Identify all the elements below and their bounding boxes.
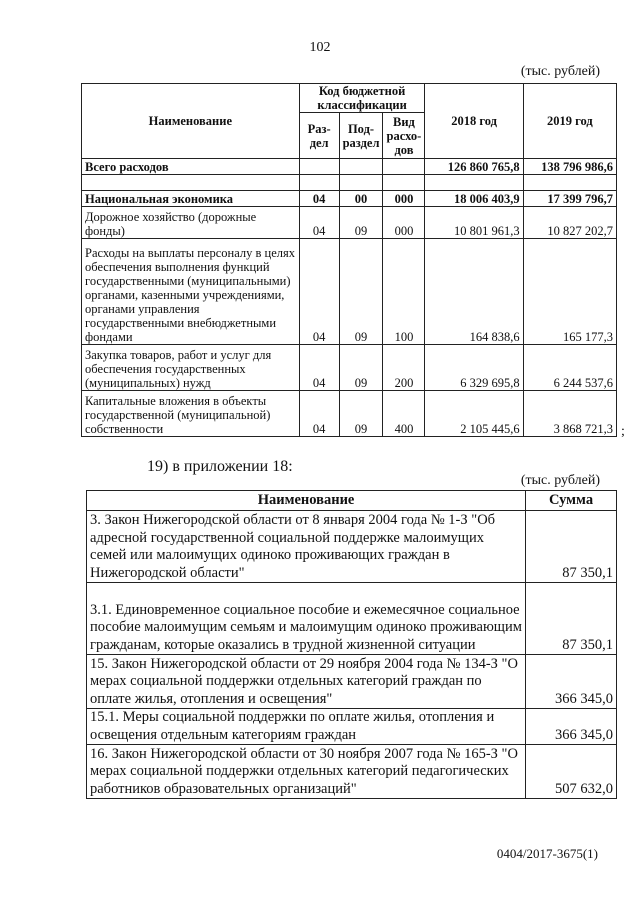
- row-sum: 87 350,1: [526, 511, 617, 583]
- section-code: 04: [299, 391, 339, 437]
- row-name: Капитальные вложения в объекты государственной (муниципальной) собственности: [82, 391, 300, 437]
- row-name: Расходы на выплаты персоналу в целях обеспечения выполнения функций государственными (муниципальными) органами, казенными учреждениями, органами управления государственными внебюджетными фондами: [82, 239, 300, 345]
- header-name: Наименование: [82, 84, 300, 159]
- row-sum: 87 350,1: [526, 583, 617, 655]
- header-code-group: Код бюджетной классификации: [299, 84, 425, 113]
- expense-type-code: 200: [383, 345, 425, 391]
- table1-unit-label: (тыс. рублей): [520, 64, 600, 79]
- table-row: [82, 239, 617, 345]
- expense-type-code: 000: [383, 191, 425, 207]
- subsection-code: 09: [339, 345, 383, 391]
- subsection-code: 09: [339, 391, 383, 437]
- row-sum: 366 345,0: [526, 709, 617, 745]
- row-name: 15. Закон Нижегородской области от 29 ноября 2004 года № 134-З "О мерах социальной поддержки отдельных категорий граждан по оплате жилья, отопления и освещения": [87, 655, 526, 709]
- row-name: 16. Закон Нижегородской области от 30 ноября 2007 года № 165-З "О мерах социальной поддержки отдельных категорий педагогических работников образовательных организаций": [87, 745, 526, 799]
- header-2019: 2019 год: [523, 84, 616, 159]
- document-footer-code: 0404/2017-3675(1): [496, 846, 598, 861]
- row-name: 3. Закон Нижегородской области от 8 января 2004 года № 1-З "Об адресной государственной социальной поддержке малоимущих семей или малоимущих одиноко проживающих граждан в Нижегородской области": [87, 511, 526, 583]
- section-code: 04: [299, 345, 339, 391]
- subsection-code: 09: [339, 239, 383, 345]
- social-support-table: [86, 490, 617, 799]
- value-2019: 138 796 986,6: [523, 159, 616, 175]
- value-2018: 6 329 695,8: [425, 345, 523, 391]
- row-name: 3.1. Единовременное социальное пособие и ежемесячное социальное пособие малоимущим семьям и малоимущим одиноко проживающим гражданам, которые оказались в трудной жизненной ситуации: [87, 583, 526, 655]
- value-2018: 2 105 445,6: [425, 391, 523, 437]
- table-row: [87, 745, 617, 799]
- subsection-code: 00: [339, 191, 383, 207]
- section-code: 04: [299, 207, 339, 239]
- row-sum: 366 345,0: [526, 655, 617, 709]
- value-2019: 3 868 721,3: [523, 391, 616, 437]
- table-row: [87, 655, 617, 709]
- header-sum: Сумма: [526, 491, 617, 511]
- value-2019: 10 827 202,7: [523, 207, 616, 239]
- header-2018: 2018 год: [425, 84, 523, 159]
- row-name: Всего расходов: [82, 159, 300, 175]
- subsection-code: 09: [339, 207, 383, 239]
- row-name: Дорожное хозяйство (дорожные фонды): [82, 207, 300, 239]
- row-sum: 507 632,0: [526, 745, 617, 799]
- table1-trailing-semicolon: ;: [621, 424, 625, 439]
- value-2018: 164 838,6: [425, 239, 523, 345]
- expense-type-code: 400: [383, 391, 425, 437]
- table-row: [87, 709, 617, 745]
- value-2019: 165 177,3: [523, 239, 616, 345]
- row-name: 15.1. Меры социальной поддержки по оплате жилья, отопления и освещения отдельным категориям граждан: [87, 709, 526, 745]
- value-2019: 6 244 537,6: [523, 345, 616, 391]
- value-2019: 17 399 796,7: [523, 191, 616, 207]
- table-row: [82, 391, 617, 437]
- section-code: 04: [299, 191, 339, 207]
- table2-unit-label: (тыс. рублей): [520, 473, 600, 488]
- header-subsection: Под-раздел: [339, 113, 383, 159]
- budget-expenses-table: [81, 83, 617, 437]
- row-name: Закупка товаров, работ и услуг для обеспечения государственных (муниципальных) нужд: [82, 345, 300, 391]
- table-row: [82, 191, 617, 207]
- section-code: 04: [299, 239, 339, 345]
- table-row-total: [82, 159, 617, 175]
- value-2018: 126 860 765,8: [425, 159, 523, 175]
- header-expense-type: Вид расхо-дов: [383, 113, 425, 159]
- section-heading: 19) в приложении 18:: [147, 458, 293, 475]
- row-name: Национальная экономика: [82, 191, 300, 207]
- expense-type-code: 100: [383, 239, 425, 345]
- table-row: [82, 345, 617, 391]
- table-row: [87, 583, 617, 655]
- table-row: [82, 207, 617, 239]
- table-row: [87, 511, 617, 583]
- value-2018: 10 801 961,3: [425, 207, 523, 239]
- header-section: Раз-дел: [299, 113, 339, 159]
- page-number: 102: [309, 40, 331, 55]
- header-name: Наименование: [87, 491, 526, 511]
- value-2018: 18 006 403,9: [425, 191, 523, 207]
- table-row-spacer: [82, 175, 617, 191]
- expense-type-code: 000: [383, 207, 425, 239]
